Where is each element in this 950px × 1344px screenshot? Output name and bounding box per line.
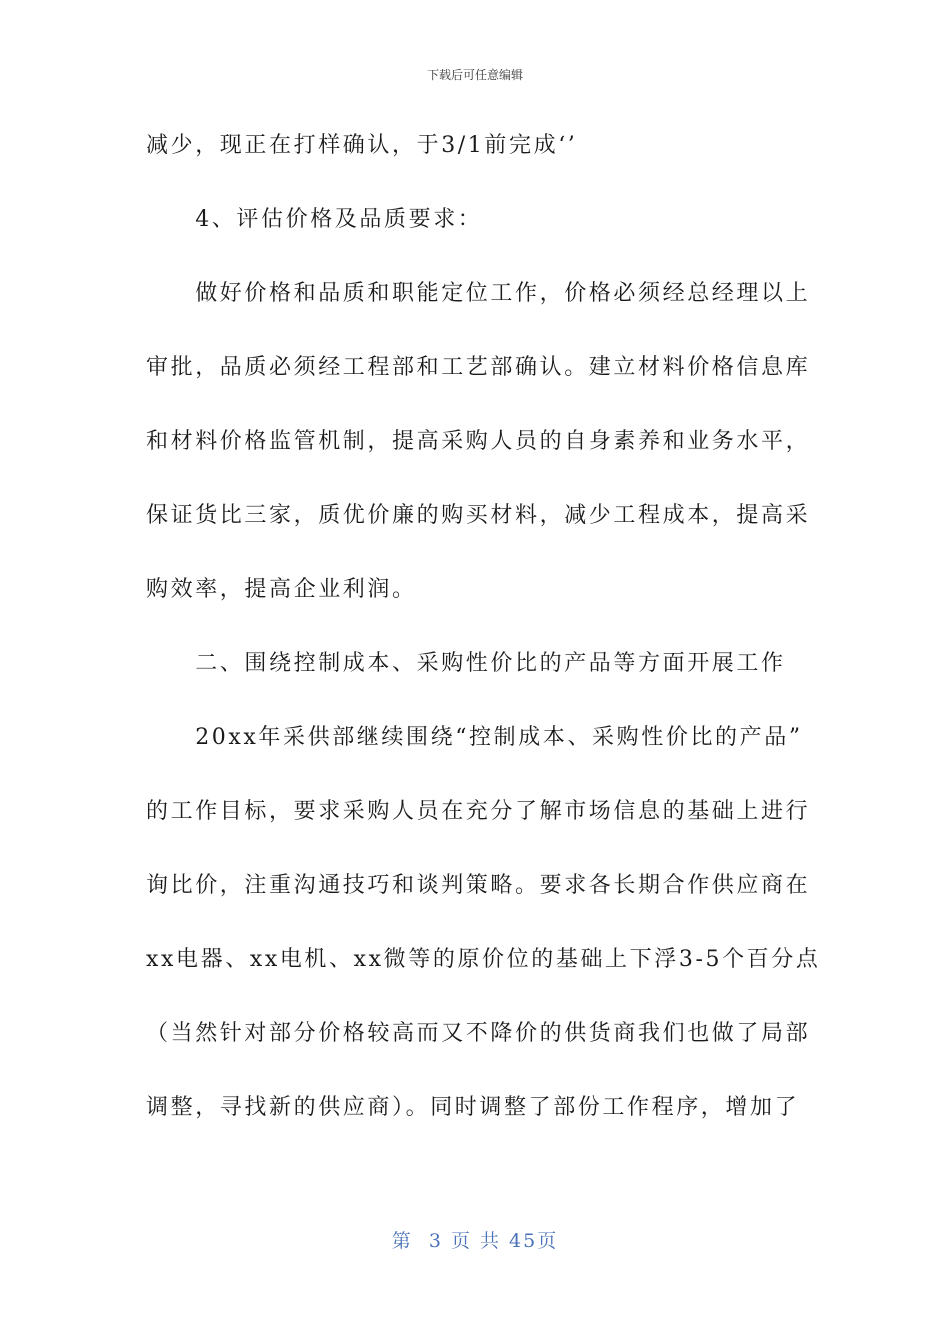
text-line: 做好价格和品质和职能定位工作，价格必须经总经理以上 xyxy=(146,281,811,306)
text-line: 和材料价格监管机制，提高采购人员的自身素养和业务水平， xyxy=(146,429,811,454)
text-line: 减少，现正在打样确认，于3/1前完成‘’ xyxy=(146,133,578,158)
page-header-note: 下载后可任意编辑 xyxy=(426,68,523,82)
text-line: 询比价，注重沟通技巧和谈判策略。要求各长期合作供应商在 xyxy=(146,873,811,898)
text-line: 4、评估价格及品质要求： xyxy=(146,207,483,232)
text-line: 20xx年采供部继续围绕“控制成本、采购性价比的产品” xyxy=(146,725,803,750)
text-line: 保证货比三家，质优价廉的购买材料，减少工程成本，提高采 xyxy=(146,503,811,528)
text-line: 购效率，提高企业利润。 xyxy=(146,577,417,602)
text-line: 审批，品质必须经工程部和工艺部确认。建立材料价格信息库 xyxy=(146,355,811,380)
text-line: 调整，寻找新的供应商）。同时调整了部份工作程序，增加了 xyxy=(146,1095,800,1120)
text-line: 的工作目标，要求采购人员在充分了解市场信息的基础上进行 xyxy=(146,799,811,824)
page-number-footer: 第 3 页 共 45页 xyxy=(391,1230,559,1252)
section-heading: 二、围绕控制成本、采购性价比的产品等方面开展工作 xyxy=(146,651,786,676)
text-line: xx电器、xx电机、xx微等的原价位的基础上下浮3-5个百分点 xyxy=(146,947,821,972)
text-line: （当然针对部分价格较高而又不降价的供货商我们也做了局部 xyxy=(146,1021,811,1046)
